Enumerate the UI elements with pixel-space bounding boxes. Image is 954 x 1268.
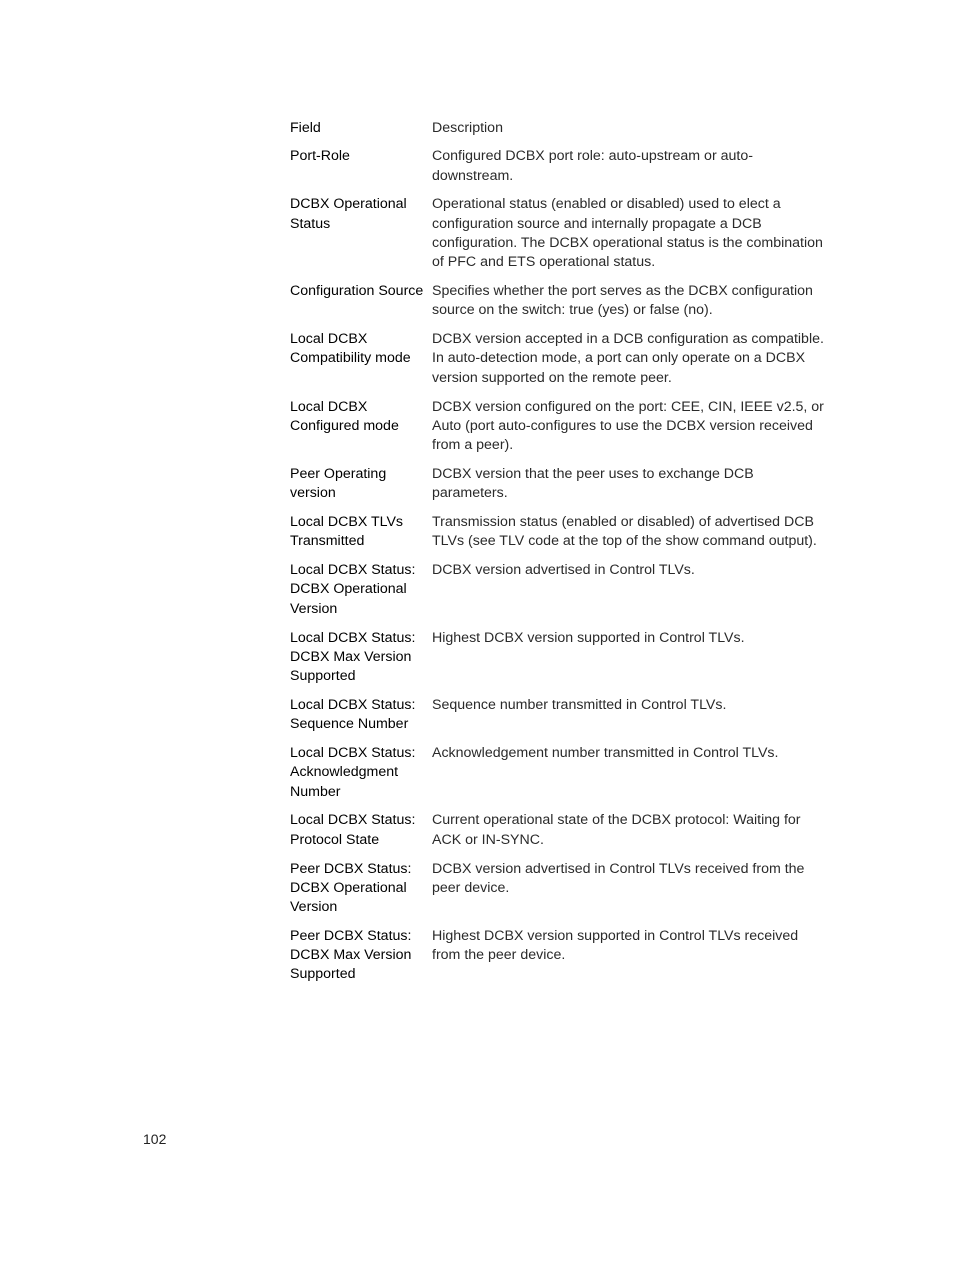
row-description: Transmission status (enabled or disabled) of advertised DCB TLVs (see TLV code at the top of the show command output). (432, 514, 817, 550)
row-field: Port-Role (290, 148, 350, 165)
table-row (290, 811, 830, 859)
table-row (290, 282, 830, 330)
row-description: Configured DCBX port role: auto-upstream or auto-downstream. (432, 148, 753, 184)
row-field: Local DCBX Status: DCBX Max Version Supported (290, 629, 416, 685)
table-row (290, 147, 830, 195)
row-description: Highest DCBX version supported in Control TLVs. (432, 629, 745, 646)
row-field: Peer DCBX Status: DCBX Operational Version (290, 860, 412, 916)
row-field: Peer Operating version (290, 465, 387, 502)
table-row (290, 330, 830, 397)
row-field: Peer DCBX Status: DCBX Max Version Supported (290, 927, 412, 983)
field-description-table (290, 119, 830, 994)
row-description: Acknowledgement number transmitted in Control TLVs. (432, 745, 779, 762)
row-field: DCBX Operational Status (290, 196, 407, 232)
table-row (290, 696, 830, 744)
row-field: Local DCBX Status: Sequence Number (290, 696, 416, 733)
row-description: DCBX version that the peer uses to exchange DCB parameters. (432, 465, 754, 502)
table-row (290, 561, 830, 628)
table-row (290, 398, 830, 465)
row-description: Sequence number transmitted in Control TLVs. (432, 696, 727, 713)
row-description: Specifies whether the port serves as the DCBX configuration source on the switch: true (yes) or false (no). (432, 283, 813, 319)
column-header-description: Description (432, 120, 503, 136)
table-row (290, 195, 830, 282)
page-number: 102 (143, 1131, 167, 1147)
column-header-field: Field (290, 120, 321, 136)
row-description: DCBX version accepted in a DCB configuration as compatible. In auto-detection mode, a port can only operate on a DCBX version supported on the remote peer. (432, 331, 824, 386)
table-row (290, 927, 830, 994)
table-row (290, 465, 830, 513)
row-description: DCBX version advertised in Control TLVs received from the peer device. (432, 860, 805, 896)
row-field: Local DCBX Status: Acknowledgment Number (290, 745, 416, 800)
row-field: Local DCBX Compatibility mode (290, 331, 411, 367)
table-header-row (290, 119, 830, 147)
table-row (290, 860, 830, 927)
row-description: Operational status (enabled or disabled) used to elect a configuration source and internally propagate a DCB configuration. The DCBX operational status is the combination of PFC and ETS operational status. (432, 196, 823, 271)
row-field: Local DCBX Status: Protocol State (290, 812, 416, 848)
row-description: DCBX version configured on the port: CEE, CIN, IEEE v2.5, or Auto (port auto-configures to use the DCBX version received from a peer). (432, 398, 824, 454)
row-description: Current operational state of the DCBX protocol: Waiting for ACK or IN-SYNC. (432, 812, 801, 848)
row-description: Highest DCBX version supported in Control TLVs received from the peer device. (432, 927, 799, 964)
row-field: Local DCBX Configured mode (290, 398, 399, 434)
row-field: Local DCBX TLVs Transmitted (290, 514, 404, 550)
table-row (290, 629, 830, 696)
row-field: Configuration Source (290, 283, 424, 300)
table-row (290, 744, 830, 811)
row-field: Local DCBX Status: DCBX Operational Version (290, 562, 416, 617)
table-row (290, 513, 830, 561)
row-description: DCBX version advertised in Control TLVs. (432, 562, 695, 579)
